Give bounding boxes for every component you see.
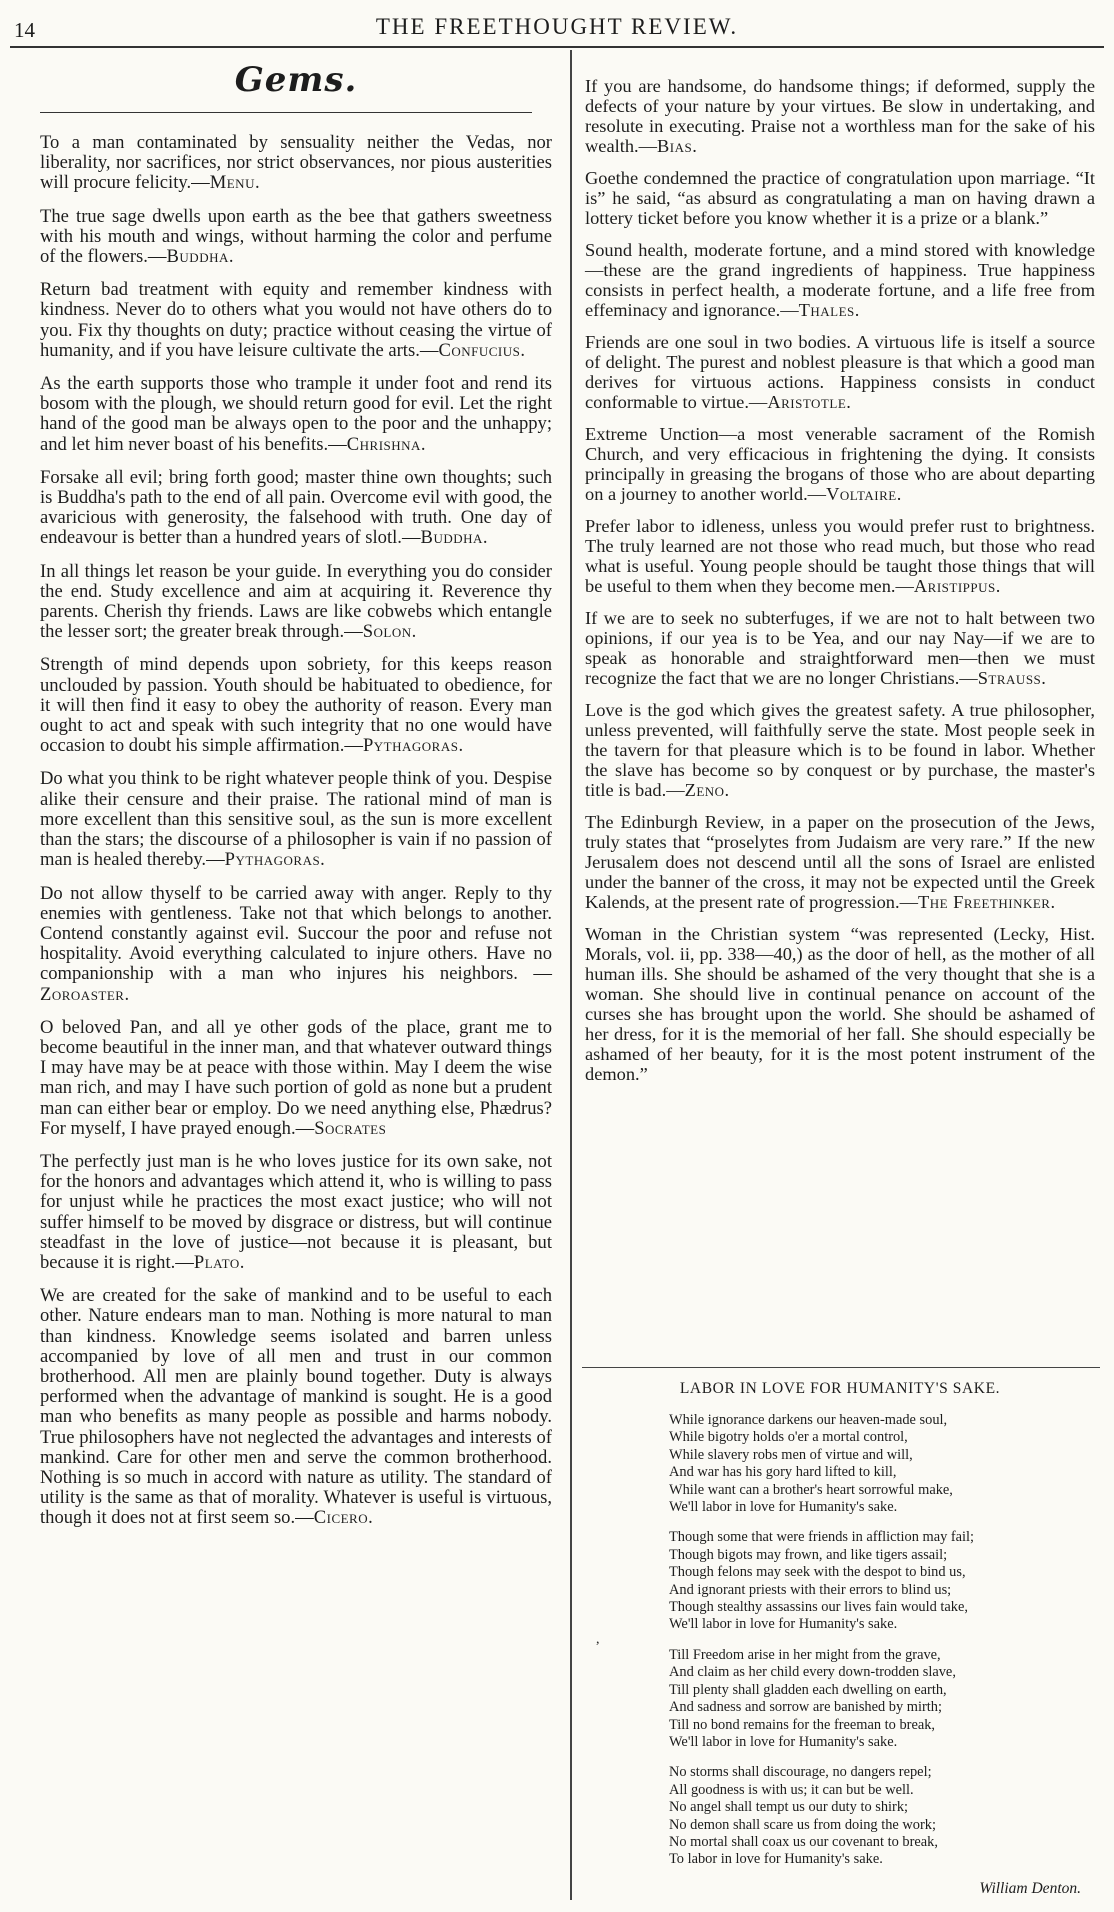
quote-text: Goethe condemned the practice of congratulation upon marriage. “It is” he said, “as absurd as congratulating a man on having drawn a lottery ticket before you know whether it is a prize or a blank.”: [585, 168, 1095, 228]
quote-paragraph: [40, 769, 552, 870]
poem-line: No mortal shall coax us our covenant to break,: [669, 1833, 938, 1850]
poem-top-rule: [582, 1367, 1100, 1368]
page-header: [0, 0, 1114, 40]
quote-text: Sound health, moderate fortune, and a mind stored with knowledge—these are the grand ingredients of happiness. True happiness consists in perfect health, a moderate fortune, and a life free from effeminacy and ignorance.—: [585, 240, 1095, 320]
poem-line: While bigotry holds o'er a mortal control,: [669, 1429, 908, 1446]
poem-stanza: [669, 1647, 1095, 1751]
quote-attribution: Chrishna.: [346, 433, 427, 455]
quote-text: The perfectly just man is he who loves justice for its own sake, not for the honors and advantages which attend it, who is willing to pass for unjust while he practices the most exact justice; who will not suffer himself to be moved by disgrace or distress, but will continue steadfast in the love of justice—not because it is pleasant, but because it is right.—: [40, 1150, 552, 1273]
poem-line: Till plenty shall gladden each dwelling on earth,: [669, 1681, 947, 1698]
quote-text: Strength of mind depends upon sobriety, for this keeps reason unclouded by passion. Youth should be habituated to obedience, for it will then find it easy to obey the authority of reason. Every man ought to act and speak with such integrity that no one would have occasion to doubt his simple affirmation.—: [40, 654, 552, 757]
quote-paragraph: [40, 468, 552, 549]
header-rule: [10, 46, 1104, 48]
quote-text: The true sage dwells upon earth as the bee that gathers sweetness with his mouth and wings, without harming the color and perfume of the flowers.—: [40, 205, 552, 268]
left-column: [40, 60, 552, 1542]
poem: [585, 1380, 1095, 1898]
quote-text: Do what you think to be right whatever people think of you. Despise alike their censure and their praise. The rational mind of man is more excellent than this sensitive soul, as the sun is more excellent than the stars; the discourse of a philosopher is vain if no passion of man is healed thereby.—: [40, 768, 552, 871]
poem-stanza: [669, 1412, 1095, 1516]
quote-attribution: Buddha.: [420, 527, 489, 549]
quote-attribution: Pythagoras.: [362, 735, 464, 757]
poem-line: No demon shall scare us from doing the work;: [669, 1816, 936, 1833]
quote-paragraph: [585, 332, 1095, 412]
page-number: 14: [14, 18, 35, 42]
quote-attribution: Confucius.: [438, 339, 526, 361]
poem-line: Till no bond remains for the freeman to break,: [669, 1716, 936, 1733]
poem-line: All goodness is with us; it can but be well.: [669, 1781, 914, 1798]
quote-paragraph: [40, 1286, 552, 1528]
poem-line: No angel shall tempt us our duty to shirk;: [669, 1799, 909, 1816]
poem-line: Though some that were friends in affliction may fail;: [669, 1529, 975, 1546]
poem-author: William Denton.: [979, 1879, 1081, 1897]
left-quotes: [40, 133, 552, 1529]
quote-text: O beloved Pan, and all ye other gods of the place, grant me to become beautiful in the inner man, and that whatever outward things I may have may be at peace with those within. May I deem the wise man rich, and may I have such portion of gold as none but a prudent man can either bear or employ. Do we need anything else, Phædrus? For myself, I have prayed enough.—: [40, 1016, 552, 1139]
quote-paragraph: [40, 374, 552, 455]
poem-line: Though stealthy assassins our lives fain would take,: [669, 1599, 968, 1616]
quote-paragraph: [40, 133, 552, 194]
section-title: Gems.: [234, 60, 358, 100]
poem-line: We'll labor in love for Humanity's sake.: [669, 1616, 898, 1633]
quote-paragraph: [40, 655, 552, 756]
quote-paragraph: [40, 280, 552, 361]
quote-text: Extreme Unction—a most venerable sacrament of the Romish Church, and very efficacious in frightening the dying. It consists principally in greasing the brogans of those who are about departing on a journey to another world.—: [585, 424, 1095, 504]
quote-paragraph: [40, 1018, 552, 1139]
quote-paragraph: [40, 562, 552, 643]
quote-text: To a man contaminated by sensuality neither the Vedas, nor liberality, nor sacrifices, nor strict observances, nor pious austerities will procure felicity.—: [40, 132, 552, 194]
quote-attribution: Socrates: [314, 1117, 387, 1139]
poem-stanzas: [585, 1412, 1095, 1869]
quote-attribution: Bias.: [657, 136, 698, 156]
margin-mark: ,: [596, 1632, 600, 1647]
quote-text: Prefer labor to idleness, unless you would prefer rust to brightness. The truly learned are not those who read much, but those who read what is useful. Young people should be taught those things that will be useful to them when they become men.—: [585, 516, 1095, 596]
poem-title: LABOR IN LOVE FOR HUMANITY'S SAKE.: [679, 1380, 1001, 1397]
running-title: THE FREETHOUGHT REVIEW.: [375, 14, 739, 39]
quote-attribution: Buddha.: [166, 246, 235, 268]
quote-attribution: Aristippus.: [913, 576, 1001, 596]
quote-text: Love is the god which gives the greatest safety. A true philosopher, unless prevented, will faithfully serve the state. Most people seek in the tavern for that pleasure which is to be found in labor. Whether the slave has become so by conquest or by purchase, the master's title is bad.—: [585, 700, 1095, 800]
quote-attribution: Zeno.: [684, 780, 730, 800]
poem-line: Though felons may seek with the despot to bind us,: [669, 1564, 966, 1581]
quote-attribution: Strauss.: [977, 668, 1047, 688]
quote-paragraph: [585, 812, 1095, 912]
title-rule: [40, 112, 532, 113]
quote-paragraph: [40, 207, 552, 268]
quote-attribution: Cicero.: [313, 1507, 374, 1529]
poem-line: And ignorant priests with their errors to blind us;: [669, 1581, 952, 1598]
poem-line: Though bigots may frown, and like tigers assail;: [669, 1546, 948, 1563]
poem-line: While slavery robs men of virtue and will,: [669, 1446, 913, 1463]
poem-stanza: [669, 1764, 1095, 1868]
quote-text: Forsake all evil; bring forth good; master thine own thoughts; such is Buddha's path to the end of all pain. Overcome evil with good, the avaricious with generosity, the falsehood with truth. One day of endeavour is better than a hundred years of slotl.—: [40, 466, 552, 549]
poem-line: While want can a brother's heart sorrowful make,: [669, 1481, 953, 1498]
quote-text: If you are handsome, do handsome things; if deformed, supply the defects of your nature by your virtues. Be slow in undertaking, and resolute in executing. Praise not a worthless man for the sake of his wealth.—: [585, 76, 1095, 156]
quote-paragraph: [585, 168, 1095, 228]
quote-paragraph: [40, 1152, 552, 1273]
quote-text: We are created for the sake of mankind and to be useful to each other. Nature endears man to man. Nothing is more natural to man than kindness. Knowledge seems isolated and barren unless accompanied by love of all men and trust in our common brotherhood. All men are plainly bound together. Duty is always performed when the advantage of mankind is sought. He is a good man who benefits as many people as possible and harms nobody. True philosophers have not neglected the advantages and interests of mankind. Care for other men and serve the common brotherhood. Nothing is so much in accord with nature as utility. The standard of utility is the same as that of morality. Whatever is useful is virtuous, though it does not at first seem so.—: [40, 1285, 552, 1529]
quote-text: Woman in the Christian system “was represented (Lecky, Hist. Morals, vol. ii, pp. 338—40,) as the door of hell, as the mother of all human ills. She should be ashamed of the very thought that she is a woman. She should live in continual penance on account of the curses she has brought upon the world. She should be ashamed of her dress, for it is the memorial of her fall. She should especially be ashamed of her beauty, for it is the most potent instrument of the demon.”: [585, 924, 1095, 1084]
quote-text: In all things let reason be your guide. In everything you do consider the end. Study excellence and aim at acquiring it. Reverence thy parents. Cherish thy friends. Laws are like cobwebs which entangle the lesser sort; the greater break through.—: [40, 560, 552, 643]
poem-line: Till Freedom arise in her might from the grave,: [669, 1646, 941, 1663]
poem-line: To labor in love for Humanity's sake.: [669, 1851, 883, 1868]
poem-line: While ignorance darkens our heaven-made soul,: [669, 1412, 948, 1428]
quote-text: As the earth supports those who trample it under foot and rend its bosom with the plough, we should return good for evil. Let the right hand of the good man be always open to the poor and the unhappy; and let him never boast of his benefits.—: [40, 373, 552, 455]
quote-paragraph: [585, 700, 1095, 800]
quote-attribution: The Freethinker.: [917, 892, 1056, 912]
quote-attribution: Voltaire.: [826, 484, 902, 504]
quote-text: Friends are one soul in two bodies. A virtuous life is itself a source of delight. The purest and noblest pleasure is that which a good man derives for virtuous actions. Happiness consists in conduct conformable to virtue.—: [585, 332, 1095, 412]
quote-paragraph: [585, 924, 1095, 1084]
right-quotes: [585, 76, 1095, 1084]
quote-attribution: Zoroaster.: [40, 983, 130, 1005]
quote-paragraph: [585, 608, 1095, 688]
quote-text: Return bad treatment with equity and remember kindness with kindness. Never do to others what you would not have others do to you. Fix thy thoughts on duty; practice without ceasing the virtue of humanity, and if you have leisure cultivate the arts.—: [40, 279, 552, 361]
poem-line: We'll labor in love for Humanity's sake.: [669, 1499, 898, 1516]
poem-line: And war has his gory hard lifted to kill,: [669, 1464, 897, 1481]
quote-paragraph: [40, 884, 552, 1005]
quote-paragraph: [585, 516, 1095, 596]
column-divider: [570, 50, 572, 1900]
poem-line: No storms shall discourage, no dangers repel;: [669, 1764, 932, 1781]
quote-attribution: Aristotle.: [767, 392, 852, 412]
poem-stanza: [669, 1529, 1095, 1633]
quote-paragraph: [585, 240, 1095, 320]
quote-attribution: Plato.: [193, 1251, 245, 1273]
right-column: [585, 76, 1095, 1096]
poem-line: And claim as her child every down-trodden slave,: [669, 1664, 956, 1681]
quote-text: If we are to seek no subterfuges, if we are not to halt between two opinions, if our yea is to be Yea, and our nay Nay—if we are to speak as honorable and straightforward men—then we must recognize the fact that we are no longer Christians.—: [585, 608, 1095, 688]
quote-paragraph: [585, 76, 1095, 156]
quote-text: Do not allow thyself to be carried away with anger. Reply to thy enemies with gentleness. Take not that which belongs to another. Contend constantly against evil. Succour the poor and refuse not hospitality. Avoid everything calculated to injure others. Have no companionship with a man who injures his neighbors. —: [40, 882, 552, 985]
quote-attribution: Menu.: [209, 172, 261, 194]
quote-attribution: Thales.: [798, 300, 860, 320]
poem-line: And sadness and sorrow are banished by mirth;: [669, 1699, 942, 1716]
poem-line: We'll labor in love for Humanity's sake.: [669, 1733, 898, 1750]
quote-paragraph: [585, 424, 1095, 504]
quote-attribution: Solon.: [362, 621, 417, 643]
quote-attribution: Pythagoras.: [224, 849, 326, 871]
quote-text: The Edinburgh Review, in a paper on the prosecution of the Jews, truly states that “proselytes from Judaism are very rare.” If the new Jerusalem does not descend until all the sons of Israel are enlisted under the banner of the cross, it may not be expected until the Greek Kalends, at the present rate of progression.—: [585, 812, 1095, 912]
